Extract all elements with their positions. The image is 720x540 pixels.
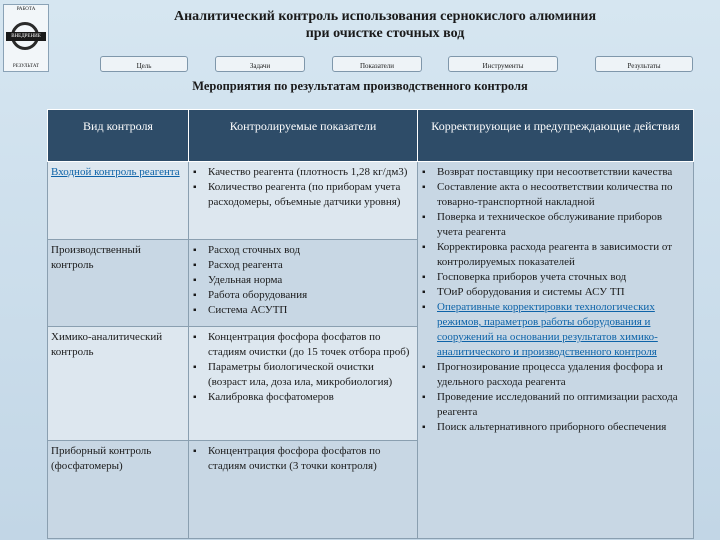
header-control-type: Вид контроля <box>48 110 189 162</box>
control-type-cell: Производственный контроль <box>48 240 189 327</box>
list-item: ▪ Работа оборудования <box>192 288 414 303</box>
list-item: ▪ Возврат поставщику при несоответствии качества <box>421 165 690 180</box>
logo-band-text: ВНЕДРЕНИЕ <box>6 32 46 41</box>
control-table <box>47 109 694 539</box>
indicators-cell <box>189 240 418 327</box>
step-tasks[interactable]: Задачи <box>215 56 305 72</box>
title-line-2: при очистке сточных вод <box>305 26 465 41</box>
list-item: ▪ Прогнозирование процесса удаления фосфора и удельного расхода реагента <box>421 360 690 390</box>
page-title <box>60 8 710 42</box>
list-item: ▪ Качество реагента (плотность 1,28 кг/дм3) <box>192 165 414 180</box>
step-results[interactable]: Результаты <box>595 56 693 72</box>
control-type-cell <box>48 162 189 240</box>
list-item: ▪ Проведение исследований по оптимизации расхода реагента <box>421 390 690 420</box>
table-header-row <box>48 110 694 162</box>
indicators-cell <box>189 327 418 441</box>
list-item: ▪ Параметры биологической очистки (возраст ила, доза ила, микробиология) <box>192 360 414 390</box>
list-item: ▪ Госповерка приборов учета сточных вод <box>421 270 690 285</box>
list-item: ▪ Корректировка расхода реагента в зависимости от контролируемых показателей <box>421 240 690 270</box>
list-item: ▪ Удельная норма <box>192 273 414 288</box>
list-item: ▪ Количество реагента (по приборам учета расходомеры, объемные датчики уровня) <box>192 180 414 210</box>
list-item: ▪ ТОиР оборудования и системы АСУ ТП <box>421 285 690 300</box>
logo-bottom-text: РЕЗУЛЬТАТ <box>12 64 40 69</box>
list-item: ▪ Составление акта о несоответствии количества по товарно-транспортной накладной <box>421 180 690 210</box>
list-item: ▪ Система АСУТП <box>192 303 414 318</box>
step-goal[interactable]: Цель <box>100 56 188 72</box>
control-type-cell: Приборный контроль (фосфатомеры) <box>48 441 189 539</box>
list-item: ▪ Расход сточных вод <box>192 243 414 258</box>
table-row <box>48 162 694 240</box>
list-item: ▪ Поиск альтернативного приборного обеспечения <box>421 420 690 435</box>
list-item: ▪ Расход реагента <box>192 258 414 273</box>
indicators-cell <box>189 441 418 539</box>
actions-cell <box>418 162 694 539</box>
list-item: ▪ Концентрация фосфора фосфатов по стадиям очистки (3 точки контроля) <box>192 444 414 474</box>
step-tools[interactable]: Инструменты <box>448 56 558 72</box>
step-indicators[interactable]: Показатели <box>332 56 422 72</box>
list-item: ▪ Поверка и техническое обслуживание приборов учета реагента <box>421 210 690 240</box>
header-indicators: Контролируемые показатели <box>189 110 418 162</box>
header-actions: Корректирующие и предупреждающие действия <box>418 110 694 162</box>
logo <box>3 4 49 72</box>
section-subtitle: Мероприятия по результатам производственного контроля <box>192 79 528 93</box>
control-type-cell: Химико-аналитический контроль <box>48 327 189 441</box>
list-item: ▪ Калибровка фосфатомеров <box>192 390 414 405</box>
logo-top-text: РАБОТА <box>16 7 36 12</box>
indicators-cell <box>189 162 418 240</box>
incoming-control-link[interactable]: Входной контроль реагента <box>51 166 180 178</box>
list-item <box>421 300 690 360</box>
operational-adjustments-link[interactable]: Оперативные корректировки технологических режимов, параметров работы оборудования и сооружений на основании результатов химико-аналитического и производственного контроля <box>437 301 658 358</box>
list-item: ▪ Концентрация фосфора фосфатов по стадиям очистки (до 15 точек отбора проб) <box>192 330 414 360</box>
title-line-1: Аналитический контроль использования сернокислого алюминия <box>173 9 597 24</box>
